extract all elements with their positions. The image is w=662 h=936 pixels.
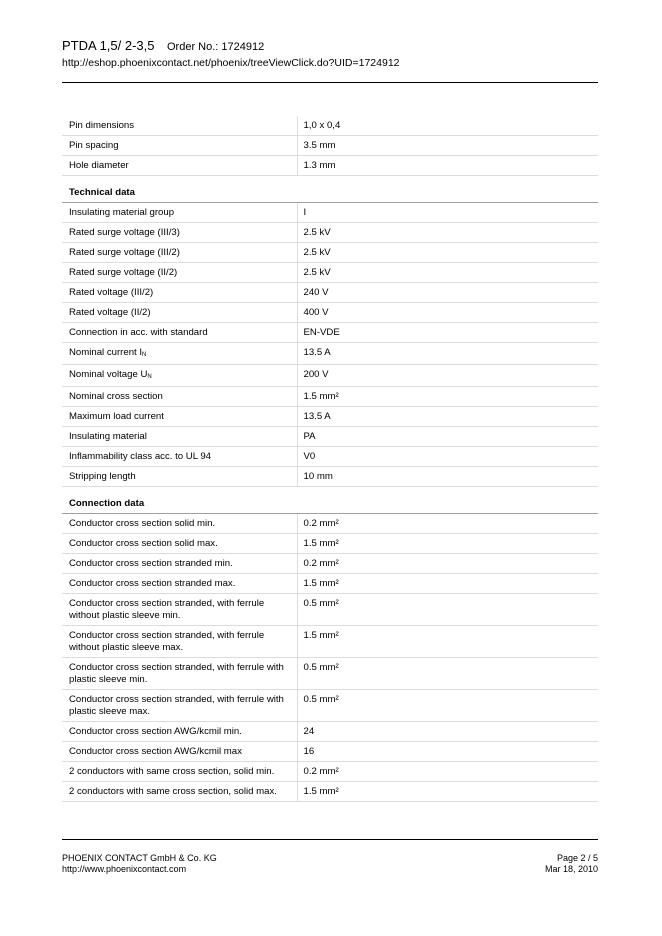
spec-row: [62, 156, 598, 176]
spec-label: Stripping length: [69, 471, 136, 482]
spec-label: Rated surge voltage (III/3): [69, 227, 180, 238]
spec-label-cell: [62, 514, 297, 534]
spec-row: [62, 594, 598, 626]
spec-label-cell: [62, 447, 297, 467]
spec-label: Insulating material group: [69, 207, 175, 218]
spec-label: Nominal voltage U: [69, 369, 148, 380]
spec-value: 1.3 mm: [297, 156, 598, 176]
spec-value: 10 mm: [297, 467, 598, 487]
spec-label-cell: [62, 136, 297, 156]
spec-table-body: [62, 116, 598, 802]
spec-value: 0.2 mm²: [297, 514, 598, 534]
spec-value: EN-VDE: [297, 323, 598, 343]
spec-value: 1.5 mm²: [297, 626, 598, 658]
spec-label-cell: [62, 323, 297, 343]
spec-value: 240 V: [297, 283, 598, 303]
spec-row: [62, 554, 598, 574]
spec-row: [62, 343, 598, 365]
spec-value: 2.5 kV: [297, 243, 598, 263]
spec-label-cell: [62, 203, 297, 223]
spec-label-cell: [62, 427, 297, 447]
spec-row: [62, 427, 598, 447]
header-divider: [62, 82, 598, 83]
spec-label: Rated voltage (II/2): [69, 307, 151, 318]
footer-divider: [62, 839, 598, 840]
spec-row: [62, 742, 598, 762]
spec-value: V0: [297, 447, 598, 467]
spec-row: [62, 574, 598, 594]
spec-label: Conductor cross section stranded, with ferrule without plastic sleeve max.: [69, 630, 265, 653]
spec-value: 2.5 kV: [297, 223, 598, 243]
spec-row: [62, 658, 598, 690]
spec-row: [62, 722, 598, 742]
spec-value: 16: [297, 742, 598, 762]
spec-value: 13.5 A: [297, 407, 598, 427]
spec-value: I: [297, 203, 598, 223]
spec-row: [62, 762, 598, 782]
spec-content: [62, 116, 598, 802]
document-header: [62, 38, 598, 70]
spec-value: 2.5 kV: [297, 263, 598, 283]
spec-row: [62, 365, 598, 387]
spec-label: Conductor cross section stranded, with ferrule without plastic sleeve min.: [69, 598, 265, 621]
spec-label: Inflammability class acc. to UL 94: [69, 451, 212, 462]
spec-label-cell: [62, 467, 297, 487]
spec-label: Rated surge voltage (III/2): [69, 247, 180, 258]
spec-row: [62, 447, 598, 467]
spec-label-cell: [62, 343, 297, 365]
spec-label-cell: [62, 742, 297, 762]
spec-label: Rated surge voltage (II/2): [69, 267, 178, 278]
spec-value: 0.2 mm²: [297, 554, 598, 574]
spec-value: 24: [297, 722, 598, 742]
section-title: Technical data: [62, 176, 598, 203]
spec-row: [62, 136, 598, 156]
spec-label: Conductor cross section solid min.: [69, 518, 216, 529]
spec-label: Maximum load current: [69, 411, 164, 422]
spec-row: [62, 283, 598, 303]
order-number: Order No.: 1724912: [166, 41, 265, 53]
spec-value: 0.5 mm²: [297, 658, 598, 690]
spec-row: [62, 690, 598, 722]
spec-label: Insulating material: [69, 431, 147, 442]
company-name: PHOENIX CONTACT GmbH & Co. KG: [62, 853, 217, 863]
section-header-row: [62, 487, 598, 514]
spec-value: 200 V: [297, 365, 598, 387]
spec-value: 3.5 mm: [297, 136, 598, 156]
spec-label-cell: [62, 156, 297, 176]
section-header-row: [62, 176, 598, 203]
spec-label-cell: [62, 387, 297, 407]
spec-label: Nominal current I: [69, 347, 143, 358]
spec-row: [62, 626, 598, 658]
spec-value: 0.5 mm²: [297, 690, 598, 722]
spec-label-cell: [62, 554, 297, 574]
spec-value: 1.5 mm²: [297, 534, 598, 554]
spec-label-cell: [62, 782, 297, 802]
spec-label: Conductor cross section stranded min.: [69, 558, 233, 569]
spec-row: [62, 782, 598, 802]
spec-label: Connection in acc. with standard: [69, 327, 208, 338]
product-name: PTDA 1,5/ 2-3,5: [62, 38, 155, 53]
spec-value: 1.5 mm²: [297, 782, 598, 802]
spec-row: [62, 263, 598, 283]
spec-label-cell: [62, 263, 297, 283]
spec-label-cell: [62, 722, 297, 742]
spec-label: Pin spacing: [69, 140, 119, 151]
spec-row: [62, 203, 598, 223]
footer-left: [62, 853, 217, 875]
spec-row: [62, 387, 598, 407]
spec-row: [62, 303, 598, 323]
spec-label-cell: [62, 407, 297, 427]
spec-label-cell: [62, 303, 297, 323]
spec-value: 400 V: [297, 303, 598, 323]
spec-row: [62, 514, 598, 534]
spec-label-cell: [62, 116, 297, 136]
spec-label: Conductor cross section AWG/kcmil min.: [69, 726, 242, 737]
product-url[interactable]: http://eshop.phoenixcontact.net/phoenix/treeViewClick.do?UID=1724912: [62, 57, 400, 69]
spec-value: 13.5 A: [297, 343, 598, 365]
spec-label-cell: [62, 690, 297, 722]
spec-label: Conductor cross section stranded max.: [69, 578, 236, 589]
spec-label-cell: [62, 762, 297, 782]
spec-label: Pin dimensions: [69, 120, 135, 131]
spec-label-subscript: N: [142, 352, 147, 358]
spec-label: Conductor cross section stranded, with ferrule with plastic sleeve min.: [69, 662, 284, 685]
spec-label: Hole diameter: [69, 160, 129, 171]
spec-value: 1.5 mm²: [297, 387, 598, 407]
spec-label-cell: [62, 223, 297, 243]
spec-row: [62, 534, 598, 554]
spec-row: [62, 116, 598, 136]
company-website[interactable]: http://www.phoenixcontact.com: [62, 864, 187, 874]
spec-value: 0.5 mm²: [297, 594, 598, 626]
spec-row: [62, 243, 598, 263]
spec-label-cell: [62, 365, 297, 387]
spec-label: Nominal cross section: [69, 391, 163, 402]
spec-table: [62, 116, 598, 802]
spec-row: [62, 223, 598, 243]
spec-value: 1,0 x 0,4: [297, 116, 598, 136]
spec-label-cell: [62, 626, 297, 658]
page-number: Page 2 / 5: [556, 853, 598, 863]
spec-label: 2 conductors with same cross section, solid min.: [69, 766, 275, 777]
spec-label: Conductor cross section solid max.: [69, 538, 218, 549]
spec-label: 2 conductors with same cross section, solid max.: [69, 786, 277, 797]
spec-value: 1.5 mm²: [297, 574, 598, 594]
spec-label-cell: [62, 574, 297, 594]
title-line: [62, 38, 598, 55]
spec-label-cell: [62, 594, 297, 626]
spec-row: [62, 323, 598, 343]
spec-value: PA: [297, 427, 598, 447]
section-title: Connection data: [62, 487, 598, 514]
document-date: Mar 18, 2010: [544, 864, 598, 874]
spec-label-cell: [62, 243, 297, 263]
spec-label-cell: [62, 283, 297, 303]
spec-label-cell: [62, 534, 297, 554]
spec-row: [62, 407, 598, 427]
spec-label: Rated voltage (III/2): [69, 287, 154, 298]
footer-right: [545, 853, 598, 875]
spec-label-subscript: N: [147, 374, 152, 380]
spec-value: 0.2 mm²: [297, 762, 598, 782]
spec-label: Conductor cross section stranded, with ferrule with plastic sleeve max.: [69, 694, 284, 717]
spec-label-cell: [62, 658, 297, 690]
spec-row: [62, 467, 598, 487]
spec-label: Conductor cross section AWG/kcmil max: [69, 746, 242, 757]
